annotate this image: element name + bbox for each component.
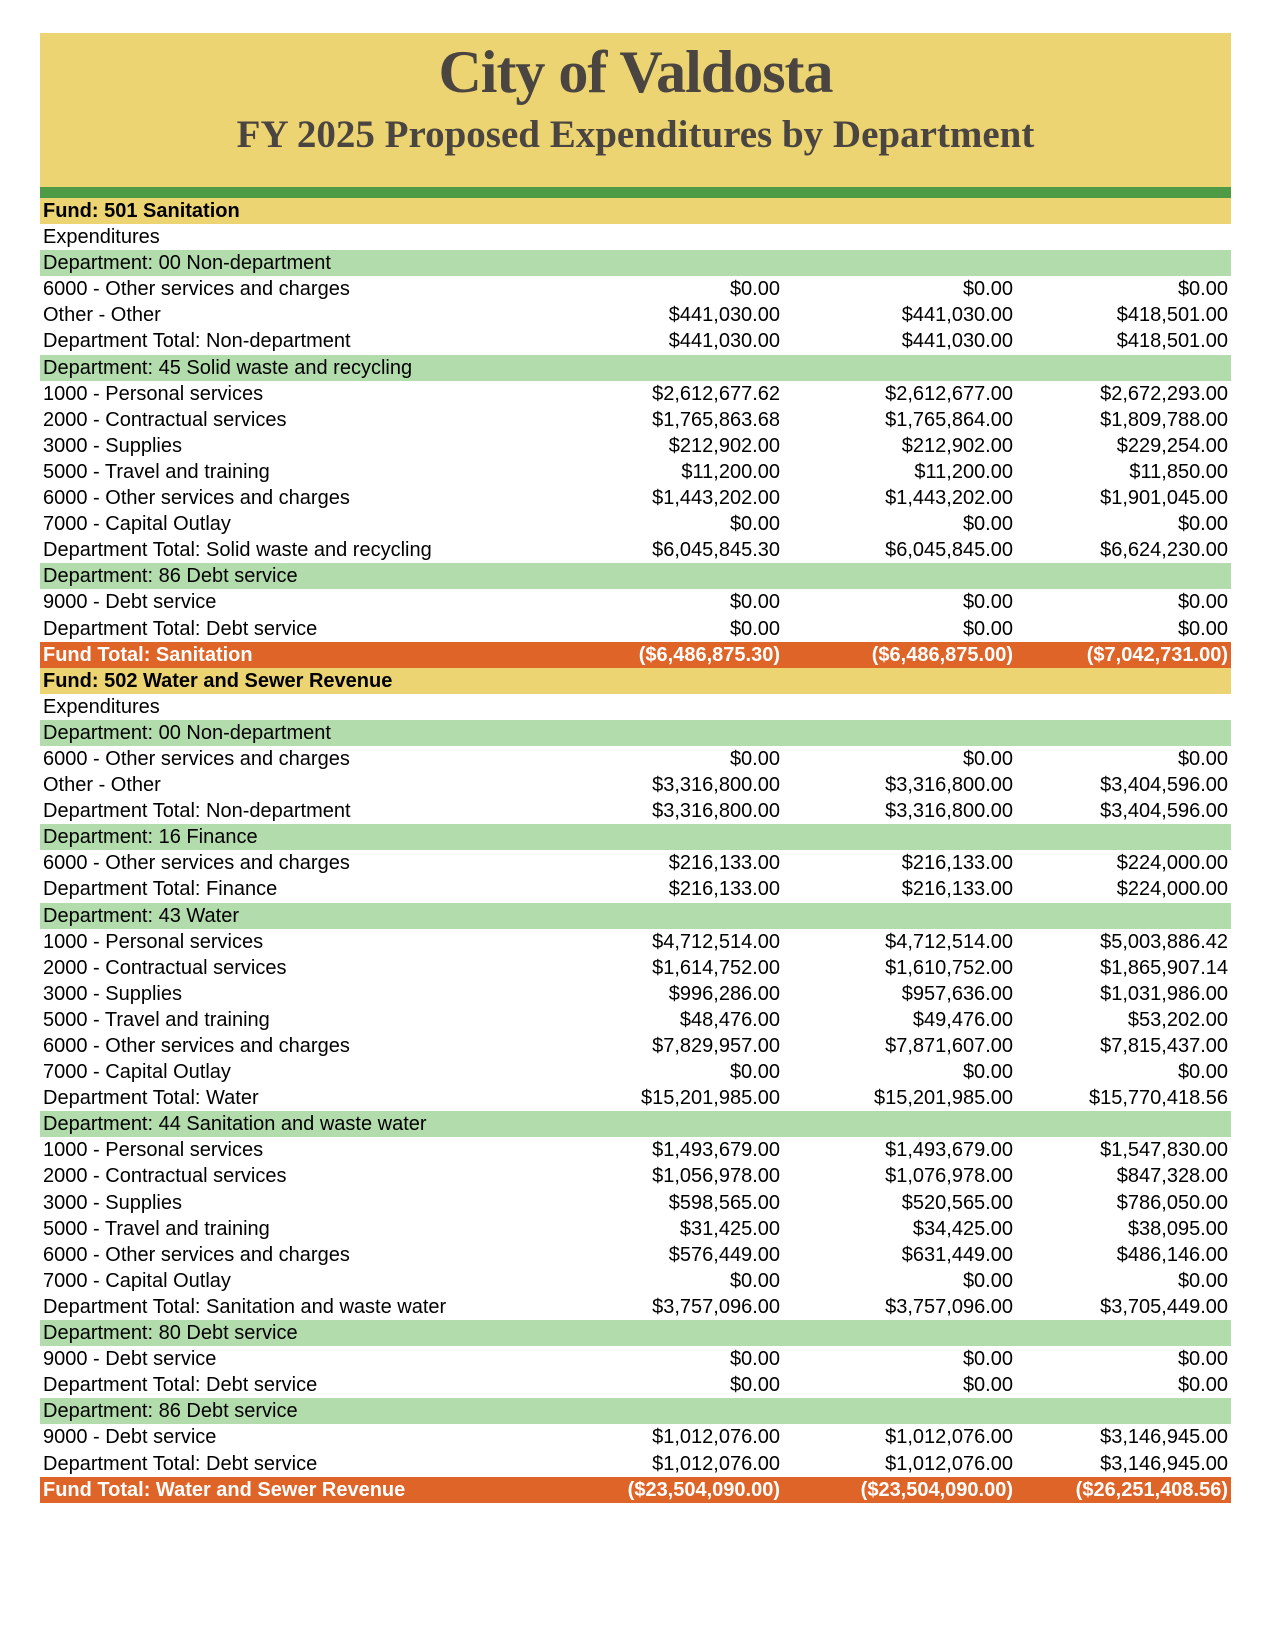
amount-col-3: $0.00 <box>1177 1348 1228 1371</box>
line-item-row <box>40 876 1231 902</box>
fund-header-row <box>40 668 1231 694</box>
amount-col-3: $0.00 <box>1177 278 1228 301</box>
amount-col-2: $2,612,677.00 <box>885 382 1013 405</box>
line-item-row <box>40 1190 1231 1216</box>
amount-col-1: $0.00 <box>729 747 780 770</box>
expenditure-table <box>40 198 1231 1503</box>
line-item-row <box>40 772 1231 798</box>
row-label: Department: 16 Finance <box>43 826 258 849</box>
row-label: Expenditures <box>43 226 160 249</box>
amount-col-3: $3,404,596.00 <box>1100 800 1228 823</box>
amount-col-3: $2,672,293.00 <box>1100 382 1228 405</box>
row-label: 6000 - Other services and charges <box>43 1035 350 1057</box>
amount-col-3: $1,901,045.00 <box>1100 487 1228 510</box>
line-item-row <box>40 1424 1231 1450</box>
row-label: Department: 43 Water <box>43 904 240 927</box>
row-label: 7000 - Capital Outlay <box>43 1269 231 1292</box>
amount-col-3: $1,865,907.14 <box>1100 956 1228 979</box>
row-label: Department Total: Finance <box>43 878 278 901</box>
amount-col-2: $1,443,202.00 <box>885 487 1013 510</box>
line-item-row <box>40 302 1231 328</box>
amount-col-1: $0.00 <box>729 1348 780 1371</box>
row-label: 1000 - Personal services <box>43 382 264 405</box>
line-item-row <box>40 433 1231 459</box>
amount-col-2: $0.00 <box>962 1061 1013 1084</box>
amount-col-2: $1,012,076.00 <box>885 1426 1013 1449</box>
amount-col-2: $520,565.00 <box>901 1191 1013 1214</box>
amount-col-3: $3,705,449.00 <box>1100 1295 1228 1318</box>
amount-col-2: $212,902.00 <box>901 434 1013 457</box>
amount-col-2: $216,133.00 <box>901 852 1013 875</box>
amount-col-2: $0.00 <box>962 591 1013 614</box>
amount-col-1: $3,316,800.00 <box>652 800 780 823</box>
amount-col-1: $0.00 <box>729 617 780 640</box>
amount-col-2: $0.00 <box>962 513 1013 536</box>
amount-col-2: $957,636.00 <box>901 982 1013 1005</box>
line-item-row <box>40 276 1231 302</box>
amount-col-1: $0.00 <box>729 513 780 536</box>
amount-col-2: $0.00 <box>962 617 1013 640</box>
amount-col-1: $0.00 <box>729 1061 780 1084</box>
line-item-row <box>40 1059 1231 1085</box>
document-page <box>40 33 1231 1503</box>
amount-col-3: $11,850.00 <box>1129 460 1228 483</box>
department-header-row <box>40 824 1231 850</box>
amount-col-2: $0.00 <box>962 1348 1013 1371</box>
row-label: Fund: 502 Water and Sewer Revenue <box>43 669 393 692</box>
amount-col-3: $38,095.00 <box>1127 1217 1228 1240</box>
page-title: City of Valdosta <box>438 39 833 105</box>
amount-col-1: $1,443,202.00 <box>652 487 780 510</box>
row-label: Department: 45 Solid waste and recycling <box>43 356 413 379</box>
amount-col-2: $441,030.00 <box>901 304 1013 327</box>
amount-col-1: $0.00 <box>729 591 780 614</box>
amount-col-3: $224,000.00 <box>1116 878 1228 901</box>
amount-col-1: ($23,504,090.00) <box>627 1478 780 1501</box>
row-label: 1000 - Personal services <box>43 1139 264 1162</box>
line-item-row <box>40 746 1231 772</box>
department-header-row <box>40 563 1231 589</box>
amount-col-1: $576,449.00 <box>668 1243 780 1266</box>
row-label: Department Total: Sanitation and waste water <box>43 1295 447 1318</box>
row-label: 2000 - Contractual services <box>43 408 287 431</box>
row-label: Department: 00 Non-department <box>43 721 331 744</box>
amount-col-3: $0.00 <box>1177 1061 1228 1084</box>
amount-col-2: $7,871,607.00 <box>885 1035 1013 1057</box>
amount-col-2: $216,133.00 <box>901 878 1013 901</box>
amount-col-1: $1,493,679.00 <box>652 1139 780 1162</box>
row-label: 5000 - Travel and training <box>43 460 270 483</box>
amount-col-2: $3,757,096.00 <box>885 1295 1013 1318</box>
amount-col-2: $0.00 <box>962 1269 1013 1292</box>
amount-col-1: $15,201,985.00 <box>640 1087 780 1110</box>
row-label: 6000 - Other services and charges <box>43 852 350 875</box>
row-label: Department Total: Debt service <box>43 617 318 640</box>
amount-col-2: $1,012,076.00 <box>885 1452 1013 1475</box>
line-item-row <box>40 1033 1231 1059</box>
row-label: Other - Other <box>43 304 161 327</box>
amount-col-3: $0.00 <box>1177 617 1228 640</box>
fund-total-row <box>40 1477 1231 1503</box>
amount-col-2: $49,476.00 <box>912 1008 1013 1031</box>
row-label: 2000 - Contractual services <box>43 956 287 979</box>
section-label-row <box>40 694 1231 720</box>
row-label: 5000 - Travel and training <box>43 1217 270 1240</box>
department-header-row <box>40 250 1231 276</box>
amount-col-3: $0.00 <box>1177 591 1228 614</box>
amount-col-1: $0.00 <box>729 1269 780 1292</box>
amount-col-1: $2,612,677.62 <box>652 382 780 405</box>
amount-col-3: $0.00 <box>1177 513 1228 536</box>
amount-col-2: $0.00 <box>962 1374 1013 1397</box>
amount-col-2: $1,493,679.00 <box>885 1139 1013 1162</box>
amount-col-1: $0.00 <box>729 1374 780 1397</box>
row-label: 6000 - Other services and charges <box>43 1243 350 1266</box>
amount-col-1: $1,012,076.00 <box>652 1426 780 1449</box>
row-label: 9000 - Debt service <box>43 1426 217 1449</box>
row-label: 9000 - Debt service <box>43 1348 217 1371</box>
amount-col-2: ($23,504,090.00) <box>860 1478 1013 1501</box>
department-header-row <box>40 355 1231 381</box>
amount-col-1: $3,316,800.00 <box>652 774 780 797</box>
amount-col-2: $4,712,514.00 <box>885 930 1013 953</box>
line-item-row <box>40 537 1231 563</box>
amount-col-1: $48,476.00 <box>679 1008 780 1031</box>
amount-col-2: $34,425.00 <box>912 1217 1013 1240</box>
line-item-row <box>40 1372 1231 1398</box>
row-label: 3000 - Supplies <box>43 434 182 457</box>
line-item-row <box>40 1007 1231 1033</box>
line-item-row <box>40 589 1231 615</box>
department-header-row <box>40 903 1231 929</box>
line-item-row <box>40 850 1231 876</box>
amount-col-2: $1,610,752.00 <box>885 956 1013 979</box>
row-label: Department Total: Debt service <box>43 1452 318 1475</box>
amount-col-3: $6,624,230.00 <box>1100 539 1228 562</box>
amount-col-3: ($26,251,408.56) <box>1075 1478 1228 1501</box>
amount-col-2: $3,316,800.00 <box>885 800 1013 823</box>
amount-col-1: $441,030.00 <box>668 330 780 353</box>
row-label: Department: 00 Non-department <box>43 252 331 275</box>
line-item-row <box>40 459 1231 485</box>
header-divider <box>40 187 1231 198</box>
amount-col-3: $0.00 <box>1177 747 1228 770</box>
amount-col-2: $0.00 <box>962 747 1013 770</box>
page-subtitle: FY 2025 Proposed Expenditures by Department <box>236 113 1035 156</box>
line-item-row <box>40 1242 1231 1268</box>
line-item-row <box>40 1294 1231 1320</box>
amount-col-3: $3,146,945.00 <box>1100 1426 1228 1449</box>
amount-col-3: $418,501.00 <box>1116 304 1228 327</box>
amount-col-1: $996,286.00 <box>668 982 780 1005</box>
amount-col-1: $0.00 <box>729 278 780 301</box>
department-header-row <box>40 1320 1231 1346</box>
line-item-row <box>40 616 1231 642</box>
row-label: 6000 - Other services and charges <box>43 278 350 301</box>
row-label: Department Total: Solid waste and recycling <box>43 539 432 562</box>
row-label: 7000 - Capital Outlay <box>43 513 231 536</box>
amount-col-2: ($6,486,875.00) <box>871 643 1013 666</box>
section-label-row <box>40 224 1231 250</box>
amount-col-3: $1,809,788.00 <box>1100 408 1228 431</box>
amount-col-3: $418,501.00 <box>1116 330 1228 353</box>
row-label: Fund: 501 Sanitation <box>43 200 240 222</box>
fund-total-row <box>40 642 1231 668</box>
line-item-row <box>40 407 1231 433</box>
amount-col-3: $7,815,437.00 <box>1100 1035 1228 1057</box>
amount-col-1: $216,133.00 <box>668 852 780 875</box>
line-item-row <box>40 328 1231 354</box>
amount-col-3: $0.00 <box>1177 1374 1228 1397</box>
row-label: Department: 80 Debt service <box>43 1322 298 1345</box>
amount-col-3: $224,000.00 <box>1116 852 1228 875</box>
row-label: Department Total: Non-department <box>43 800 351 823</box>
fund-header-row <box>40 198 1231 224</box>
amount-col-2: $631,449.00 <box>901 1243 1013 1266</box>
amount-col-2: $11,200.00 <box>914 460 1013 483</box>
amount-col-2: $1,076,978.00 <box>885 1165 1013 1188</box>
amount-col-1: $1,056,978.00 <box>652 1165 780 1188</box>
amount-col-2: $3,316,800.00 <box>885 774 1013 797</box>
amount-col-1: $598,565.00 <box>668 1191 780 1214</box>
amount-col-2: $1,765,864.00 <box>885 408 1013 431</box>
amount-col-3: $53,202.00 <box>1127 1008 1228 1031</box>
amount-col-1: $3,757,096.00 <box>652 1295 780 1318</box>
amount-col-3: $1,547,830.00 <box>1100 1139 1228 1162</box>
amount-col-3: $1,031,986.00 <box>1100 982 1228 1005</box>
department-header-row <box>40 1111 1231 1137</box>
amount-col-1: $4,712,514.00 <box>652 930 780 953</box>
amount-col-2: $15,201,985.00 <box>873 1087 1013 1110</box>
amount-col-1: $6,045,845.30 <box>652 539 780 562</box>
row-label: Department Total: Water <box>43 1087 259 1110</box>
document-header <box>40 33 1231 187</box>
line-item-row <box>40 981 1231 1007</box>
amount-col-1: $441,030.00 <box>668 304 780 327</box>
amount-col-3: ($7,042,731.00) <box>1086 643 1228 666</box>
amount-col-1: $7,829,957.00 <box>652 1035 780 1057</box>
amount-col-1: $1,012,076.00 <box>652 1452 780 1475</box>
amount-col-1: $11,200.00 <box>681 460 780 483</box>
row-label: 5000 - Travel and training <box>43 1008 270 1031</box>
row-label: Department: 86 Debt service <box>43 565 298 588</box>
amount-col-1: $31,425.00 <box>679 1217 780 1240</box>
row-label: 2000 - Contractual services <box>43 1165 287 1188</box>
row-label: 7000 - Capital Outlay <box>43 1061 231 1084</box>
amount-col-2: $6,045,845.00 <box>885 539 1013 562</box>
row-label: 3000 - Supplies <box>43 982 182 1005</box>
amount-col-3: $229,254.00 <box>1116 434 1228 457</box>
line-item-row <box>40 485 1231 511</box>
row-label: Fund Total: Water and Sewer Revenue <box>43 1478 406 1501</box>
amount-col-3: $486,146.00 <box>1116 1243 1228 1266</box>
department-header-row <box>40 720 1231 746</box>
line-item-row <box>40 1085 1231 1111</box>
row-label: Department Total: Debt service <box>43 1374 318 1397</box>
department-header-row <box>40 1398 1231 1424</box>
row-label: 1000 - Personal services <box>43 930 264 953</box>
row-label: Fund Total: Sanitation <box>43 643 253 666</box>
line-item-row <box>40 1163 1231 1189</box>
amount-col-3: $3,404,596.00 <box>1100 774 1228 797</box>
amount-col-1: $216,133.00 <box>668 878 780 901</box>
line-item-row <box>40 1268 1231 1294</box>
amount-col-1: $1,614,752.00 <box>652 956 780 979</box>
amount-col-3: $3,146,945.00 <box>1100 1452 1228 1475</box>
row-label: Department Total: Non-department <box>43 330 351 353</box>
line-item-row <box>40 955 1231 981</box>
line-item-row <box>40 798 1231 824</box>
amount-col-3: $5,003,886.42 <box>1100 930 1228 953</box>
amount-col-3: $0.00 <box>1177 1269 1228 1292</box>
row-label: 3000 - Supplies <box>43 1191 182 1214</box>
row-label: 6000 - Other services and charges <box>43 747 350 770</box>
line-item-row <box>40 1137 1231 1163</box>
line-item-row <box>40 381 1231 407</box>
amount-col-2: $441,030.00 <box>901 330 1013 353</box>
amount-col-2: $0.00 <box>962 278 1013 301</box>
row-label: Other - Other <box>43 774 161 797</box>
amount-col-3: $786,050.00 <box>1116 1191 1228 1214</box>
amount-col-3: $847,328.00 <box>1116 1165 1228 1188</box>
row-label: 9000 - Debt service <box>43 591 217 614</box>
row-label: 6000 - Other services and charges <box>43 487 350 510</box>
amount-col-3: $15,770,418.56 <box>1088 1087 1228 1110</box>
line-item-row <box>40 1216 1231 1242</box>
line-item-row <box>40 511 1231 537</box>
amount-col-1: $212,902.00 <box>668 434 780 457</box>
row-label: Department: 86 Debt service <box>43 1400 298 1423</box>
line-item-row <box>40 1451 1231 1477</box>
line-item-row <box>40 1346 1231 1372</box>
row-label: Expenditures <box>43 695 160 718</box>
line-item-row <box>40 929 1231 955</box>
amount-col-1: $1,765,863.68 <box>652 408 780 431</box>
amount-col-1: ($6,486,875.30) <box>638 643 780 666</box>
row-label: Department: 44 Sanitation and waste water <box>43 1113 427 1136</box>
